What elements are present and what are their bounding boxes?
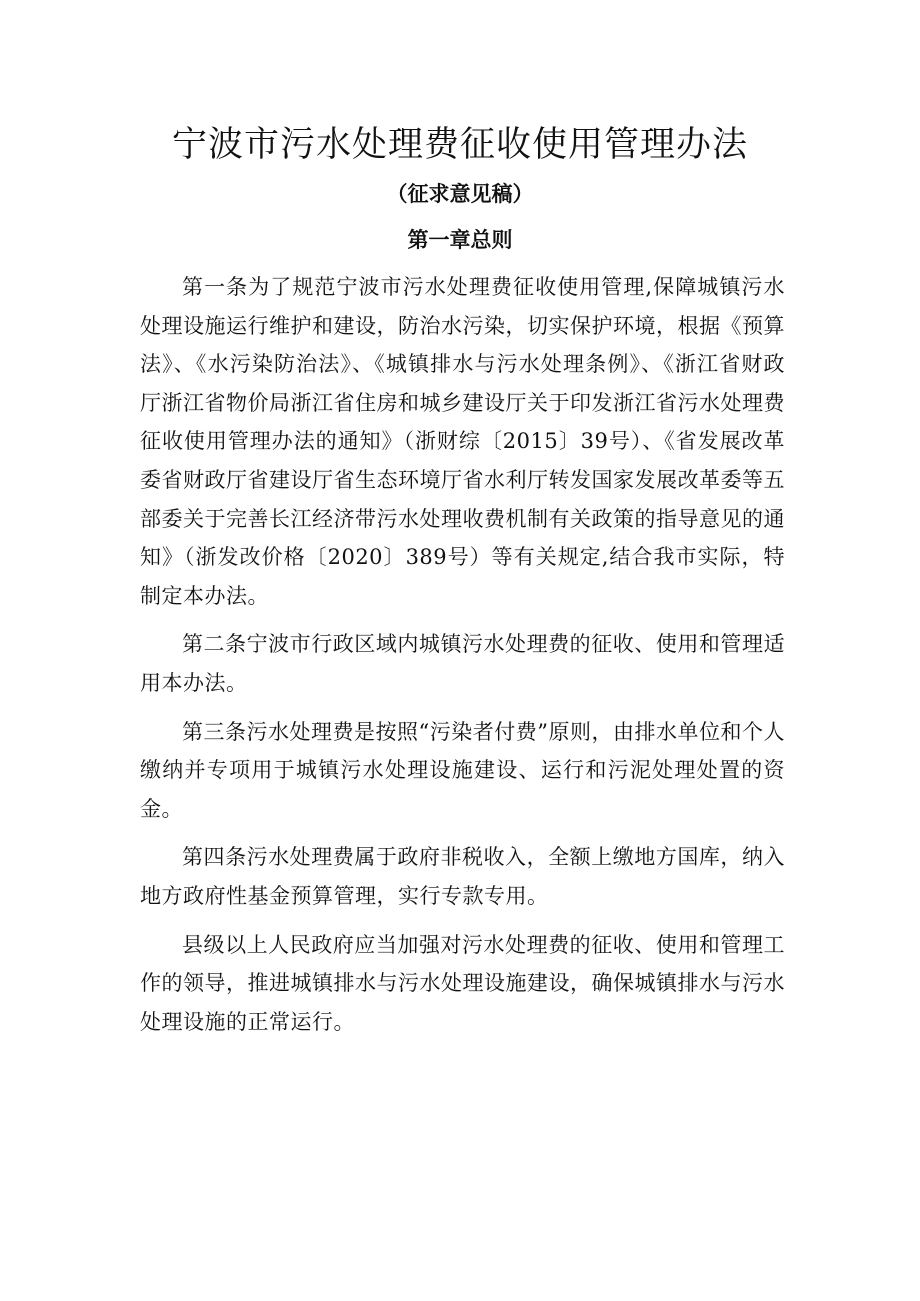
document-body [140, 268, 785, 1051]
article-4-continuation-paragraph: 县级以上人民政府应当加强对污水处理费的征收、使用和管理工作的领导，推进城镇排水与污水处理设施建设，确保城镇排水与污水处理设施的正常运行。 [140, 932, 785, 1034]
chapter-heading: 第一章总则 [407, 227, 513, 252]
document-title: 宁波市污水处理费征收使用管理办法 [171, 125, 748, 165]
document-subtitle: （征求意见稿） [386, 181, 534, 206]
article-2-paragraph: 第二条宁波市行政区域内城镇污水处理费的征收、使用和管理适用本办法。 [140, 632, 785, 695]
article-4-paragraph: 第四条污水处理费属于政府非税收入，全额上缴地方国库，纳入地方政府性基金预算管理，实行专款专用。 [140, 845, 785, 908]
article-1-paragraph: 第一条为了规范宁波市污水处理费征收使用管理,保障城镇污水处理设施运行维护和建设，防治水污染，切实保护环境，根据《预算法》、《水污染防治法》、《城镇排水与污水处理条例》、《浙江省财政厅浙江省物价局浙江省住房和城乡建设厅关于印发浙江省污水处理费征收使用管理办法的通知》（浙财综〔2015〕39号）、《省发展改革委省财政厅省建设厅省生态环境厅省水利厅转发国家发展改革委等五部委关于完善长江经济带污水处理收费机制有关政策的指导意见的通知》（浙发改价格〔2020〕389号）等有关规定,结合我市实际，特制定本办法。 [140, 275, 785, 608]
article-3-paragraph: 第三条污水处理费是按照“污染者付费”原则，由排水单位和个人缴纳并专项用于城镇污水处理设施建设、运行和污泥处理处置的资金。 [140, 719, 785, 821]
